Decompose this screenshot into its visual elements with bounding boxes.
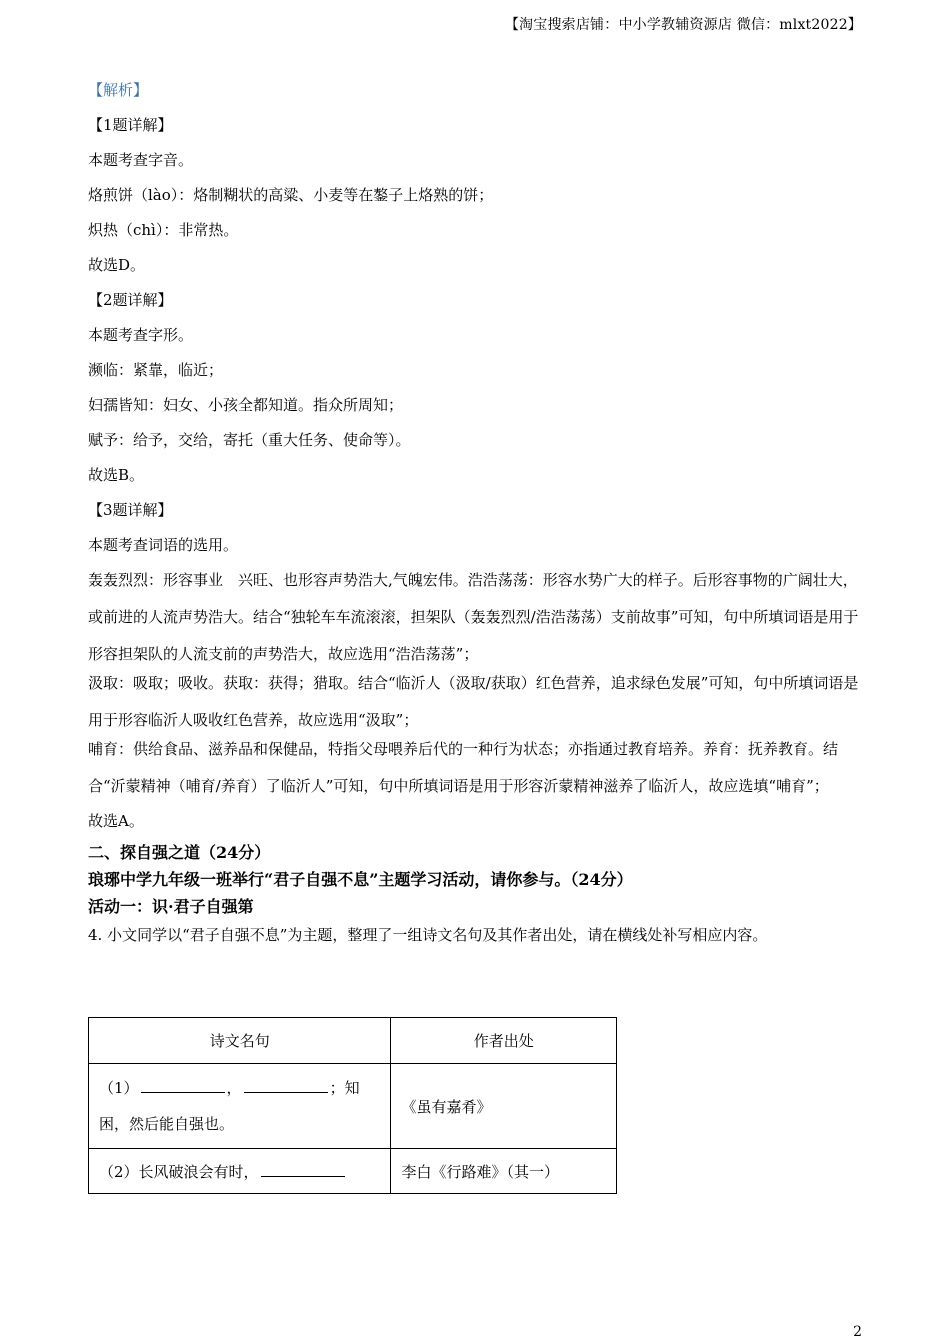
q2-line: 妇孺皆知：妇女、小孩全都知道。指众所周知； bbox=[88, 396, 404, 414]
q3-paragraph-2: 汲取：吸取；吸收。获取：获得；猎取。结合“临沂人（汲取/获取）红色营养，追求绿色发展”可知，句中所填词语是用于形容临沂人吸收红色营养，故应选用“汲取”； bbox=[88, 674, 859, 729]
q2-answer: 故选B。 bbox=[88, 466, 145, 484]
quote-prefix: （1） bbox=[99, 1079, 139, 1097]
q3-answer: 故选A。 bbox=[88, 812, 144, 830]
quote-separator: ， bbox=[226, 1079, 242, 1097]
q1-heading: 【1题详解】 bbox=[88, 116, 173, 134]
source-cell-2: 李白《行路难》（其一） bbox=[391, 1149, 617, 1194]
q2-heading: 【2题详解】 bbox=[88, 291, 173, 309]
analysis-title: 【解析】 bbox=[88, 81, 149, 99]
question-4: 4. 小文同学以“君子自强不息”为主题，整理了一组诗文名句及其作者出处，请在横线处补写相应内容。 bbox=[88, 926, 768, 944]
q3-intro: 本题考查词语的选用。 bbox=[88, 536, 239, 554]
q2-line: 赋予：给予，交给，寄托（重大任务、使命等）。 bbox=[88, 431, 411, 449]
quote-separator: ；知 bbox=[329, 1079, 360, 1097]
quote-cell-1 bbox=[89, 1064, 391, 1149]
q1-answer: 故选D。 bbox=[88, 256, 146, 274]
table-header-quote: 诗文名句 bbox=[89, 1018, 391, 1064]
q3-heading: 【3题详解】 bbox=[88, 501, 173, 519]
quote-suffix: 困，然后能自强也。 bbox=[99, 1115, 235, 1133]
answer-blank[interactable] bbox=[244, 1078, 328, 1093]
table-row bbox=[89, 1149, 617, 1194]
table-row bbox=[89, 1064, 617, 1149]
q3-paragraph-3: 哺育：供给食品、滋养品和保健品，特指父母喂养后代的一种行为状态；亦指通过教育培养。养育：抚养教育。结合“沂蒙精神（哺育/养育）了临沂人”可知，句中所填词语是用于形容沂蒙精神滋养了临沂人，故应选填“哺育”； bbox=[88, 740, 839, 795]
source-cell-1: 《虽有嘉肴》 bbox=[391, 1064, 617, 1149]
quote-prefix: （2）长风破浪会有时， bbox=[99, 1162, 259, 1181]
answer-blank[interactable] bbox=[261, 1162, 345, 1177]
table-header-source: 作者出处 bbox=[391, 1018, 617, 1064]
activity-title: 活动一：识·君子自强第 bbox=[88, 897, 254, 916]
q1-line: 炽热（chì）：非常热。 bbox=[88, 221, 239, 239]
poem-table bbox=[88, 1017, 617, 1194]
section-title: 二、探自强之道（24分） bbox=[88, 843, 271, 862]
table-header-row bbox=[89, 1018, 617, 1064]
q2-line: 濒临：紧靠，临近； bbox=[88, 361, 224, 379]
q2-line: 本题考查字形。 bbox=[88, 326, 194, 344]
header-note: 【淘宝搜索店铺：中小学教辅资源店 微信：mlxt2022】 bbox=[504, 17, 862, 33]
q3-paragraph-1: 轰轰烈烈：形容事业 兴旺、也形容声势浩大,气魄宏伟。浩浩荡荡：形容水势广大的样子。后形容事物的广阔壮大，或前进的人流声势浩大。结合“独轮车车流滚滚，担架队（轰轰烈烈/浩浩荡荡）支前故事”可知，句中所填词语是用于形容担架队的人流支前的声势浩大，故应选用“浩浩荡荡”； bbox=[88, 571, 859, 663]
quote-cell-2 bbox=[89, 1149, 391, 1194]
section-subtitle: 琅琊中学九年级一班举行“君子自强不息”主题学习活动，请你参与。（24分） bbox=[88, 870, 633, 889]
q1-line: 本题考查字音。 bbox=[88, 151, 194, 169]
answer-blank[interactable] bbox=[141, 1078, 225, 1093]
q1-line: 烙煎饼（lào）：烙制糊状的高粱、小麦等在鏊子上烙熟的饼； bbox=[88, 186, 494, 204]
document-body bbox=[88, 80, 863, 946]
page-number: 2 bbox=[853, 1324, 862, 1340]
